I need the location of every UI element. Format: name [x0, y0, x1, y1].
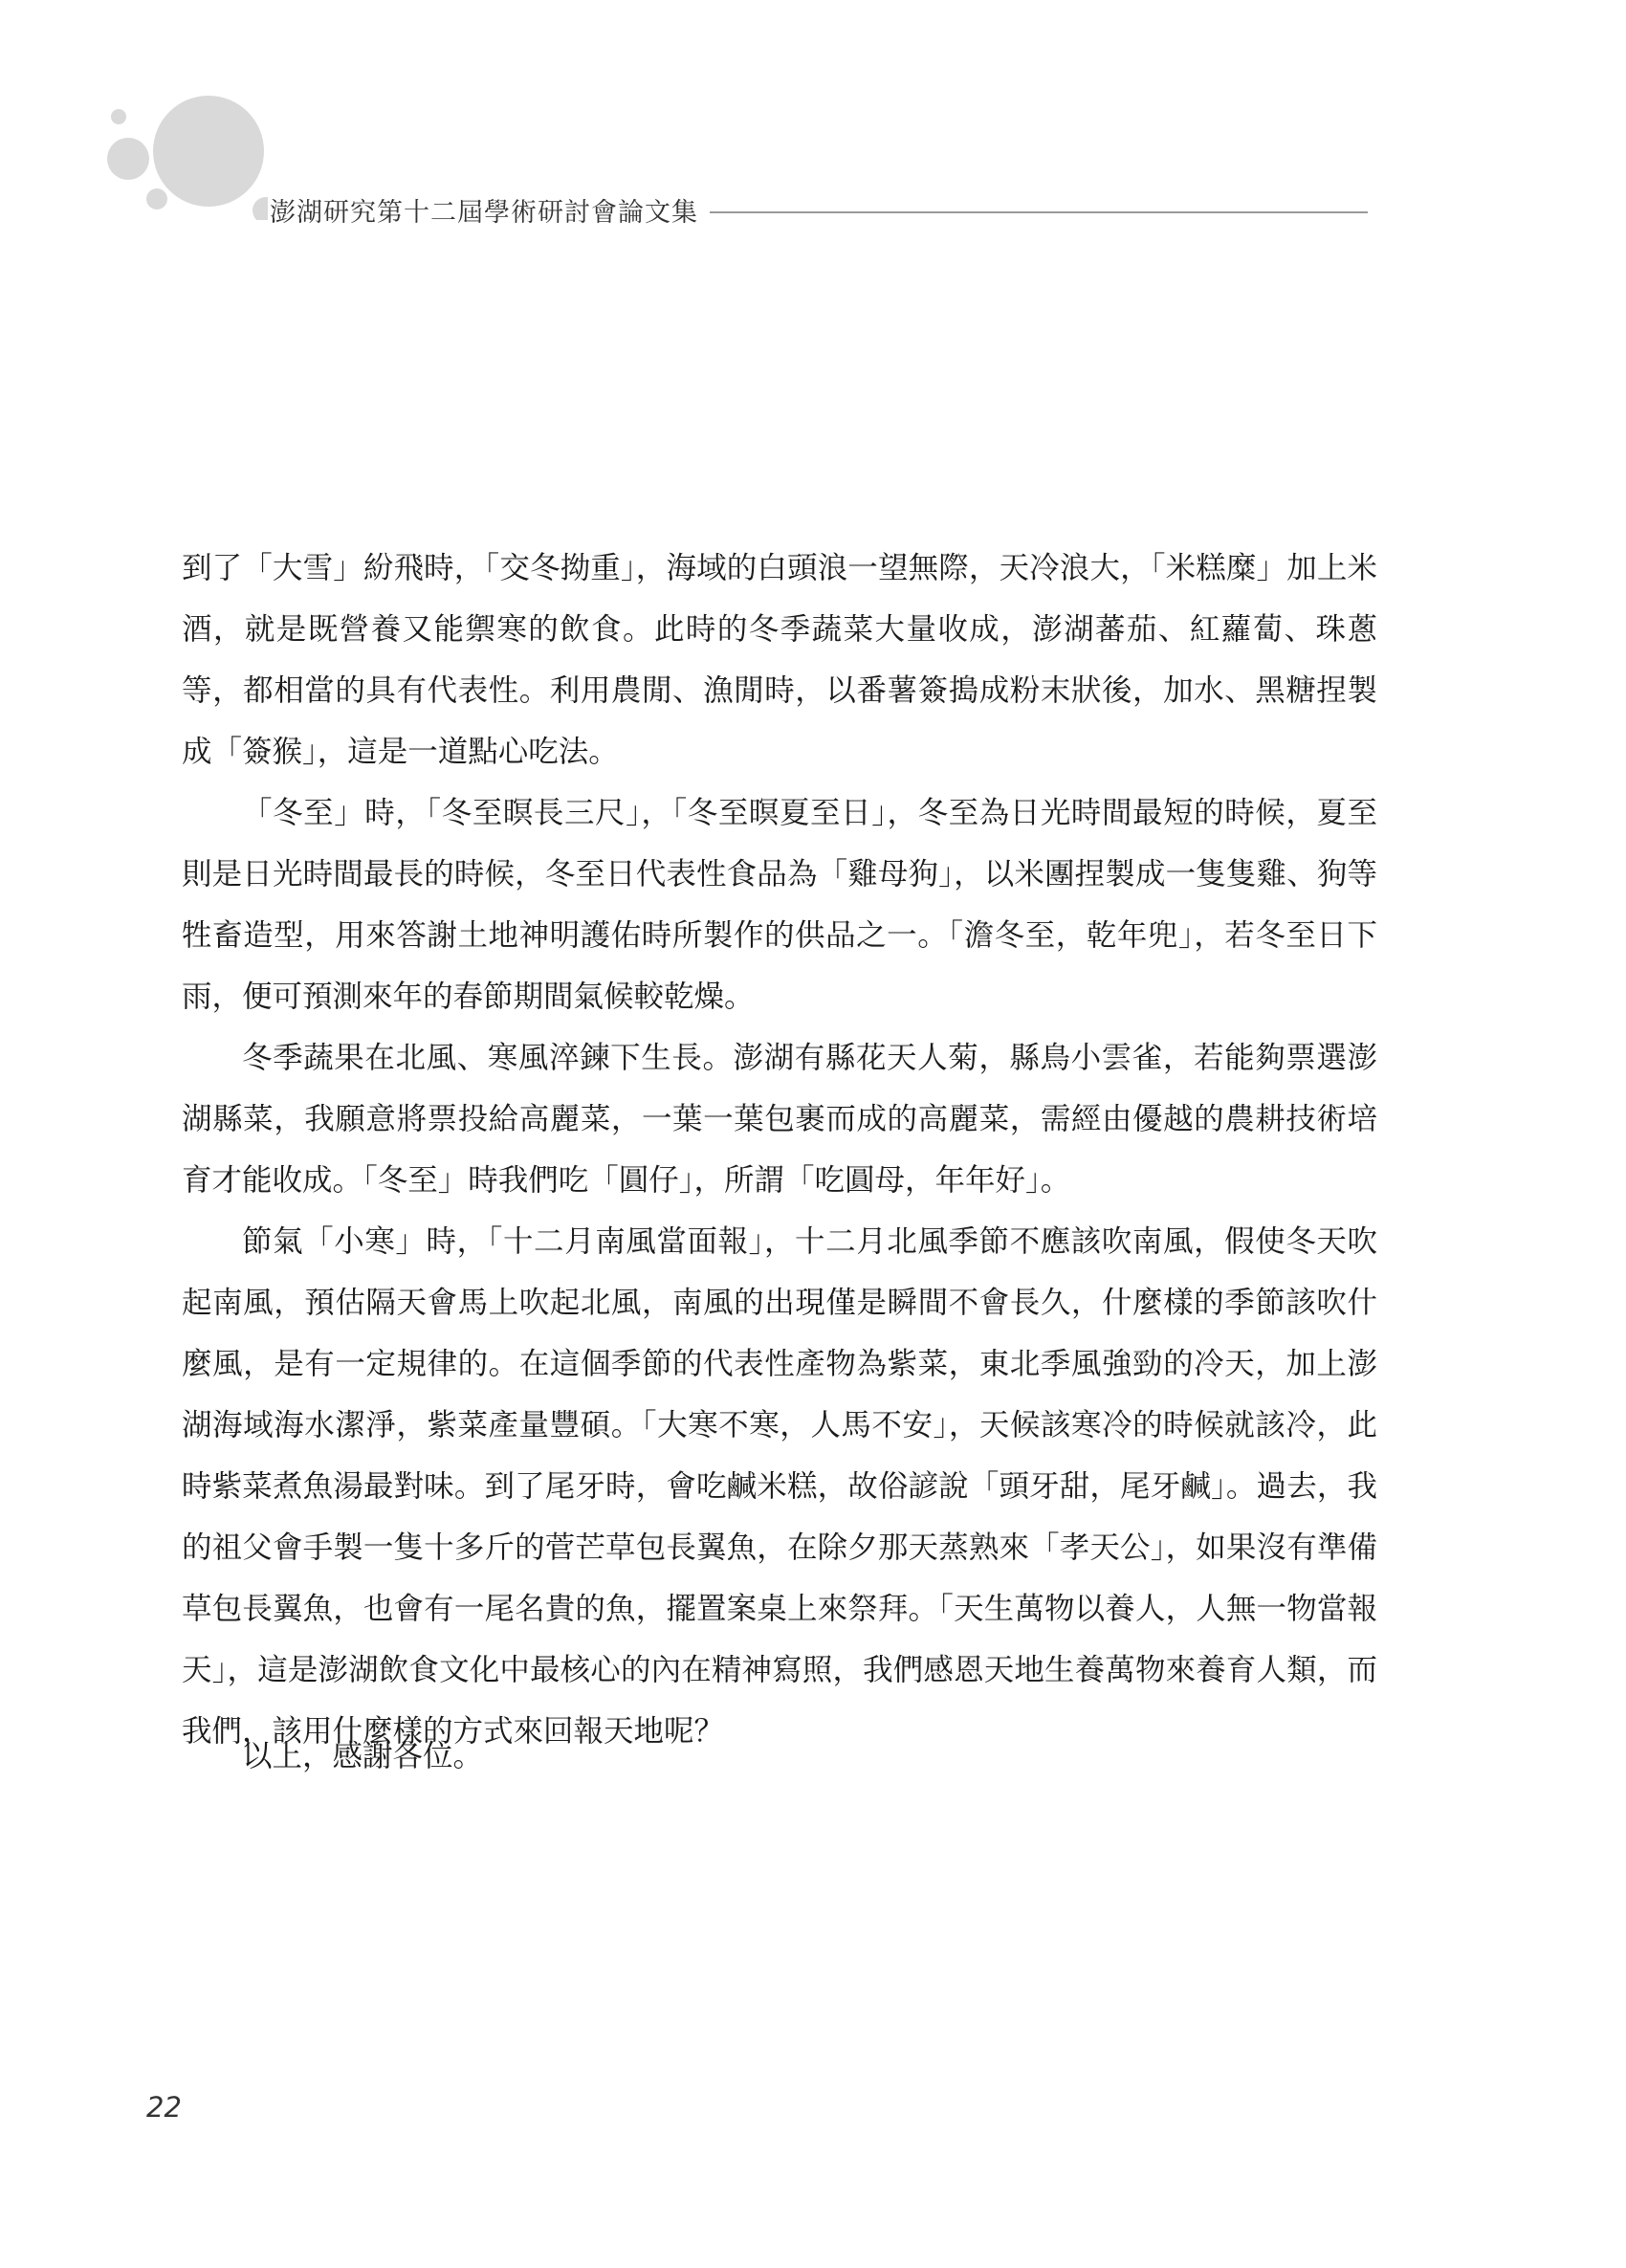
speech-bubble-icon — [105, 96, 268, 220]
paragraph-xiaohan: 節氣「小寒」時，「十二月南風當面報」，十二月北風季節不應該吹南風，假使冬天吹起南風，預估隔天會馬上吹起北風，南風的出現僅是瞬間不會長久，什麼樣的季節該吹什麼風，是有一定規律的。在這個季節的代表性產物為紫菜，東北季風強勁的冷天，加上澎湖海域海水潔淨，紫菜產量豐碩。「大寒不寒，人馬不安」，天候該寒冷的時候就該冷，此時紫菜煮魚湯最對味。到了尾牙時，會吃鹹米糕，故俗諺說「頭牙甜，尾牙鹹」。過去，我的祖父會手製一隻十多斤的菅芒草包長翼魚，在除夕那天蒸熟來「孝天公」，如果沒有準備草包長翼魚，也會有一尾名貴的魚，擺置案桌上來祭拜。「天生萬物以養人，人無一物當報天」，這是澎湖飲食文化中最核心的內在精神寫照，我們感恩天地生養萬物來養育人類，而我們，該用什麼樣的方式來回報天地呢？ — [182, 1224, 1377, 1749]
paragraph-winter-vegetables: 冬季蔬果在北風、寒風淬鍊下生長。澎湖有縣花天人菊，縣鳥小雲雀，若能夠票選澎湖縣菜，我願意將票投給高麗菜，一葉一葉包裹而成的高麗菜，需經由優越的農耕技術培育才能收成。「冬至」時我們吃「圓仔」，所謂「吃圓母，年年好」。 — [182, 1041, 1377, 1198]
article-body — [182, 538, 1377, 1762]
header-rule — [710, 211, 1368, 213]
running-title: 澎湖研究第十二屆學術研討會論文集 — [270, 198, 698, 228]
paragraph-1-continued: 到了「大雪」紛飛時，「交冬拗重」，海域的白頭浪一望無際，天冷浪大，「米糕糜」加上米酒，就是既營養又能禦寒的飲食。此時的冬季蔬菜大量收成，澎湖蕃茄、紅蘿蔔、珠蔥等，都相當的具有代表性。利用農閒、漁閒時，以番薯簽搗成粉末狀後，加水、黑糖捏製成「簽猴」，這是一道點心吃法。 — [182, 551, 1377, 769]
paragraph-dongzhi: 「冬至」時，「冬至暝長三尺」，「冬至暝夏至日」，冬至為日光時間最短的時候，夏至則是日光時間最長的時候，冬至日代表性食品為「雞母狗」，以米團捏製成一隻隻雞、狗等牲畜造型，用來答謝土地神明護佑時所製作的供品之一。「澹冬至，乾年兜」，若冬至日下雨，便可預測來年的春節期間氣候較乾燥。 — [182, 796, 1377, 1014]
page-number: 22 — [146, 2091, 182, 2124]
closing-remark: 以上，感謝各位。 — [242, 1739, 484, 1773]
